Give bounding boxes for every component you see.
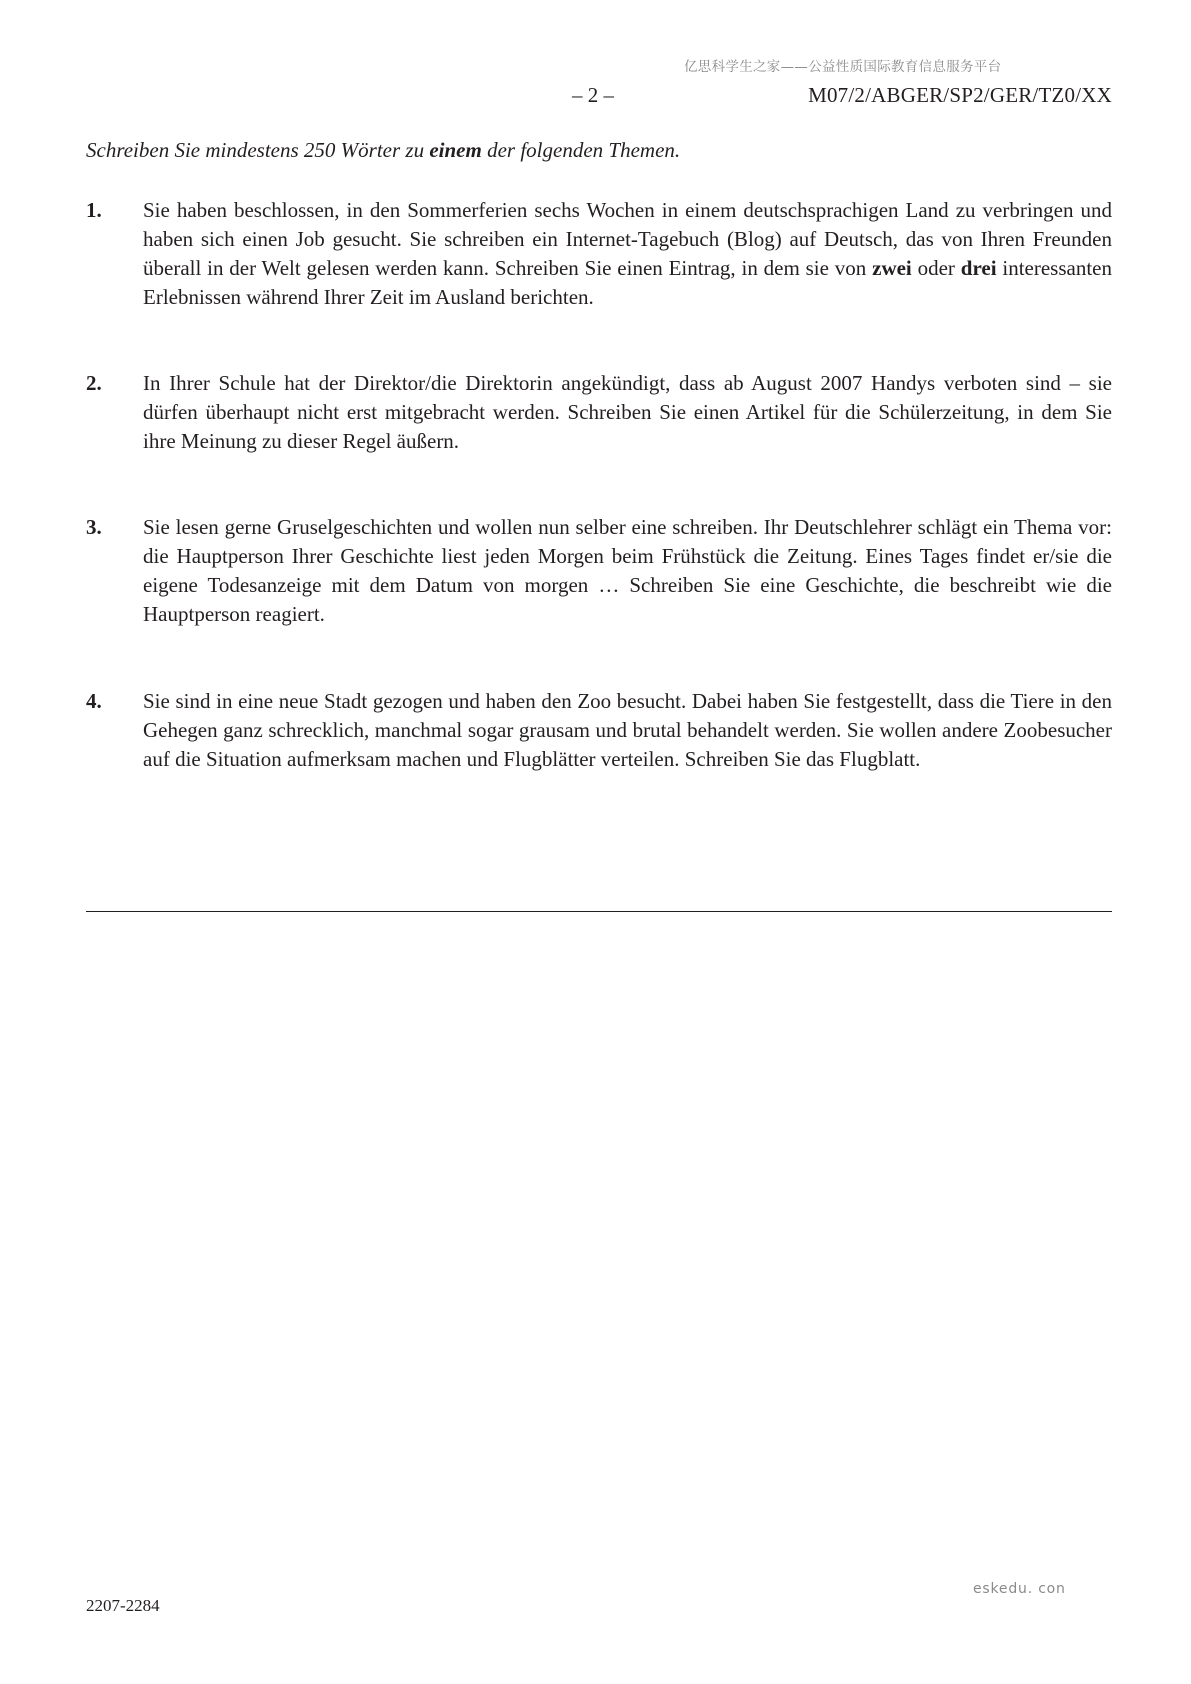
end-divider [86,911,1112,912]
question-number: 3. [86,515,102,539]
question-text: Sie sind in eine neue Stadt gezogen und haben den Zoo besucht. Dabei haben Sie festgestellt, dass die Tiere in den Gehegen ganz schrecklich, manchmal sogar grausam und brutal behandelt werden. Sie wollen andere Zoobesucher auf die Situation aufmerksam machen und Flugblätter verteilen. Schreiben Sie das Flugblatt. [143,689,1112,771]
question-text-part: interessanten Erlebnissen während Ihrer Zeit im Ausland berichten. [143,256,1112,309]
question-4 [86,687,1112,774]
paper-code: M07/2/ABGER/SP2/GER/TZ0/XX [808,83,1112,107]
question-emphasis: drei [960,256,997,280]
question-number: 1. [86,198,102,222]
instruction-text-after: der folgenden Themen. [481,138,681,162]
document-number: 2207-2284 [86,1596,160,1615]
watermark-top: 亿思科学生之家——公益性质国际教育信息服务平台 [684,59,1002,75]
instruction [86,138,680,163]
question-text: In Ihrer Schule hat der Direktor/die Direktorin angekündigt, dass ab August 2007 Handys verboten sind – sie dürfen überhaupt nicht erst mitgebracht werden. Schreiben Sie einen Artikel für die Schülerzeitung, in dem Sie ihre Meinung zu dieser Regel äußern. [143,371,1112,453]
question-number: 2. [86,371,102,395]
instruction-text-before: Schreiben Sie mindestens 250 Wörter zu [86,138,430,162]
question-text: Sie lesen gerne Gruselgeschichten und wollen nun selber eine schreiben. Ihr Deutschlehrer schlägt ein Thema vor: die Hauptperson Ihrer Geschichte liest jeden Morgen beim Frühstück die Zeitung. Eines Tages findet er/sie die eigene Todesanzeige mit dem Datum von morgen … Schreiben Sie eine Geschichte, die beschreibt wie die Hauptperson reagiert. [143,515,1112,626]
question-text-part: Sie haben beschlossen, in den Sommerferien sechs Wochen in einem deutschsprachigen Land zu verbringen und haben sich einen Job gesucht. Sie schreiben ein Internet-Tagebuch (Blog) auf Deutsch, das von Ihren Freunden überall in der Welt gelesen werden kann. Schreiben Sie einen Eintrag, in dem sie von [143,198,1112,280]
watermark-bottom: eskedu. con [973,1581,1066,1597]
question-3 [86,513,1112,629]
question-emphasis: zwei [872,256,912,280]
question-text-part: oder [911,256,961,280]
instruction-emphasis: einem [429,138,482,162]
question-2 [86,369,1112,456]
page-number: – 2 – [572,83,614,107]
question-text [143,196,1112,312]
question-1 [86,196,1112,312]
question-number: 4. [86,689,102,713]
